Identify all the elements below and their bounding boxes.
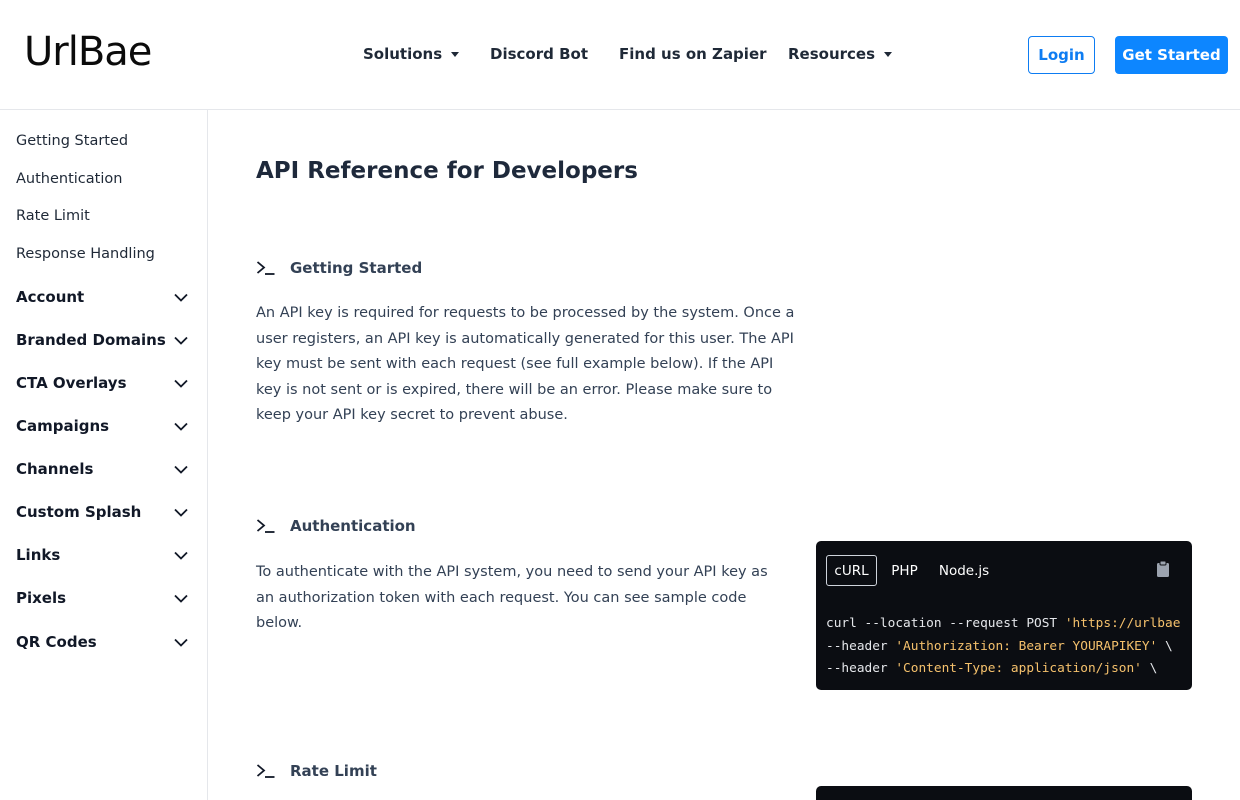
sidebar-group-label: QR Codes: [16, 633, 97, 651]
logo-text: UrlBae: [24, 29, 152, 75]
nav-discord-bot[interactable]: [490, 44, 588, 64]
sidebar-group-custom-splash[interactable]: [16, 501, 188, 523]
section-heading-label: Authentication: [290, 517, 416, 535]
sidebar-group-label: CTA Overlays: [16, 374, 127, 392]
chevron-down-icon[interactable]: [174, 548, 188, 562]
code-sample-box-rate-limit: [816, 786, 1192, 800]
section-heading-label: Rate Limit: [290, 762, 377, 780]
code-text: curl --location --request POST: [826, 616, 1065, 631]
sidebar-item-rate-limit[interactable]: Rate Limit: [16, 208, 90, 224]
code-string: 'Content-Type: application/json': [895, 661, 1142, 676]
section-text-getting-started: An API key is required for requests to be processed by the system. Once a user registers, an API key is automatically generated for this user. The API key must be sent with each request (see full example below). If the API key is not sent or is expired, there will be an error. Please make sure to keep your API key secret to prevent abuse.: [256, 305, 795, 423]
sidebar: [0, 110, 208, 800]
code-block: [826, 613, 1180, 681]
site-header: [0, 0, 1240, 110]
tab-nodejs[interactable]: Node.js: [938, 562, 990, 579]
terminal-icon: [256, 518, 276, 534]
sidebar-group-label: Links: [16, 546, 61, 564]
sidebar-group-label: Campaigns: [16, 417, 110, 435]
chevron-down-icon[interactable]: [174, 591, 188, 605]
nav-resources-label: Resources: [788, 45, 876, 63]
sidebar-group-links[interactable]: [16, 544, 188, 566]
sidebar-group-branded-domains[interactable]: [16, 329, 188, 351]
caret-down-icon: [451, 52, 459, 57]
terminal-icon: [256, 763, 276, 779]
nav-discord-bot-label: Discord Bot: [490, 45, 588, 63]
code-line-1: [826, 616, 1180, 631]
caret-down-icon: [884, 52, 892, 57]
code-sample-box: [816, 541, 1192, 690]
nav-solutions-label: Solutions: [363, 45, 443, 63]
code-string: 'Authorization: Bearer YOURAPIKEY': [895, 638, 1158, 654]
sidebar-group-label: Account: [16, 288, 85, 306]
chevron-down-icon[interactable]: [174, 376, 188, 390]
chevron-down-icon[interactable]: [174, 333, 188, 347]
get-started-button[interactable]: Get Started: [1115, 36, 1228, 74]
nav-zapier-label: Find us on Zapier: [619, 45, 767, 63]
sidebar-group-qr-codes[interactable]: [16, 631, 188, 653]
sidebar-group-cta-overlays[interactable]: [16, 372, 188, 394]
logo[interactable]: [24, 29, 152, 75]
code-text: \: [1157, 638, 1173, 654]
sidebar-item-getting-started[interactable]: Getting Started: [16, 133, 129, 149]
sidebar-group-label: Custom Splash: [16, 503, 142, 521]
nav-zapier[interactable]: [619, 44, 767, 64]
page-title: API Reference for Developers: [256, 158, 638, 184]
code-text: \: [1141, 661, 1158, 676]
sidebar-group-label: Channels: [16, 460, 94, 478]
chevron-down-icon[interactable]: [174, 505, 188, 519]
chevron-down-icon[interactable]: [174, 290, 188, 304]
sidebar-group-label: Branded Domains: [16, 331, 166, 349]
sidebar-group-campaigns[interactable]: [16, 415, 188, 437]
tab-curl[interactable]: cURL: [826, 555, 877, 586]
chevron-down-icon[interactable]: [174, 462, 188, 476]
code-text: --header: [826, 661, 896, 676]
nav-resources[interactable]: [788, 44, 892, 64]
section-text-authentication: To authenticate with the API system, you need to send your API key as an authorization token with each request. You can see sample code below.: [256, 564, 768, 631]
section-heading-authentication: [256, 516, 416, 536]
chevron-down-icon[interactable]: [174, 635, 188, 649]
sidebar-group-account[interactable]: [16, 286, 188, 308]
clipboard-icon[interactable]: [1156, 560, 1170, 578]
tab-php[interactable]: PHP: [891, 562, 918, 579]
sidebar-item-response-handling[interactable]: Response Handling: [16, 246, 155, 262]
sidebar-group-channels[interactable]: [16, 458, 188, 480]
terminal-icon: [256, 260, 276, 276]
section-heading-getting-started: [256, 258, 422, 278]
code-line-2: [826, 639, 1173, 654]
sidebar-item-authentication[interactable]: Authentication: [16, 171, 123, 187]
nav-solutions[interactable]: [363, 44, 459, 64]
code-string: 'https://urlbae: [1064, 616, 1181, 631]
sidebar-group-pixels[interactable]: [16, 587, 188, 609]
section-heading-label: Getting Started: [290, 259, 423, 277]
section-heading-rate-limit: [256, 761, 377, 781]
code-line-3: [826, 661, 1157, 676]
code-text: --header: [826, 638, 896, 654]
chevron-down-icon[interactable]: [174, 419, 188, 433]
login-button[interactable]: Login: [1028, 36, 1095, 74]
sidebar-group-label: Pixels: [16, 589, 67, 607]
